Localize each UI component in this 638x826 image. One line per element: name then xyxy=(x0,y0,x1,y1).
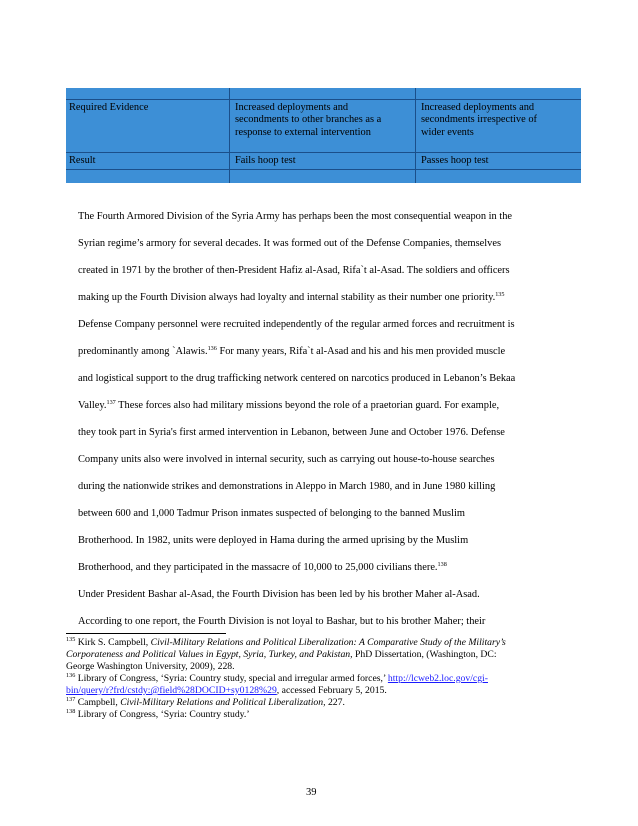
body-line: they took part in Syria's first armed intervention in Lebanon, between June and October 1976. Defense xyxy=(78,427,505,438)
footnote-137: $^{137}$ Campbell, Civil-Military Relations and Political Liberalization, 227. xyxy=(66,696,345,708)
footnote-136-link-cont[interactable]: bin/query/r?frd/cstdy:@field%28DOCID+sy0128%29 xyxy=(66,685,277,696)
footnote-separator xyxy=(66,633,226,634)
table-top-rule xyxy=(66,99,581,100)
body-line: predominantly among `Alawis.$^{136}$ For many years, Rifa`t al-Asad and his and his men provided muscle xyxy=(78,345,506,357)
table-row-rule xyxy=(66,152,581,153)
body-line: and logistical support to the drug trafficking network centered on narcotics produced in Lebanon’s Bekaa xyxy=(78,373,516,384)
table-col-rule-1 xyxy=(229,88,230,183)
result-fails: Fails hoop test xyxy=(235,155,296,166)
body-line: Valley.$^{137}$ These forces also had military missions beyond the role of a praetorian guard. For example, xyxy=(78,399,500,411)
body-line: during the nationwide strikes and demonstrations in Aleppo in March 1980, and in June 1980 killing xyxy=(78,481,496,492)
page-number: 39 xyxy=(306,787,317,798)
footnote-136-line2: bin/query/r?frd/cstdy:@field%28DOCID+sy0128%29, accessed February 5, 2015. xyxy=(66,685,387,696)
table-col-rule-2 xyxy=(415,88,416,183)
body-line: According to one report, the Fourth Division is not loyal to Bashar, but to his brother Maher; their xyxy=(78,616,486,627)
body-line: Brotherhood. In 1982, units were deployed in Hama during the armed uprising by the Muslim xyxy=(78,535,469,546)
body-line: Company units also were involved in internal security, such as carrying out house-to-house searches xyxy=(78,454,495,465)
body-line: The Fourth Armored Division of the Syria Army has perhaps been the most consequential weapon in the xyxy=(78,211,513,222)
body-line: created in 1971 by the brother of then-President Hafiz al-Asad, Rifa`t al-Asad. The soldiers and officers xyxy=(78,265,510,276)
footnote-136: $^{136}$ Library of Congress, ‘Syria: Country study, special and irregular armed forces,’ http://lcweb2.loc.gov/cgi- xyxy=(66,672,488,684)
footnote-135-line2: Corporateness and Political Values in Egypt, Syria, Turkey, and Pakistan, PhD Dissertation, (Washington, DC: xyxy=(66,649,497,660)
table-bottom-rule xyxy=(66,169,581,170)
footnote-ref-137[interactable]: 137 xyxy=(106,399,116,406)
footnote-ref-135[interactable]: 135 xyxy=(495,291,505,298)
header-cell-irrespective: Increased deployments and secondments irrespective of wider events xyxy=(421,102,537,138)
footnote-135-line3: George Washington University, 2009), 228. xyxy=(66,661,235,672)
footnote-ref-136[interactable]: 136 xyxy=(207,345,217,352)
evidence-table xyxy=(66,88,581,183)
footnote-138: $^{138}$ Library of Congress, ‘Syria: Country study.’ xyxy=(66,708,250,720)
body-line: Defense Company personnel were recruited independently of the regular armed forces and recruitment is xyxy=(78,319,515,330)
footnote-ref-138[interactable]: 138 xyxy=(437,561,447,568)
header-cell-required-evidence: Required Evidence xyxy=(69,102,149,113)
body-line: making up the Fourth Division always had loyalty and internal stability as their number one priority.$^{135}$ xyxy=(78,291,505,303)
header-cell-external-intervention: Increased deployments and secondments to other branches as a response to external intervention xyxy=(235,102,382,138)
body-line: between 600 and 1,000 Tadmur Prison inmates suspected of belonging to the banned Muslim xyxy=(78,508,465,519)
footnote-136-link[interactable]: http://lcweb2.loc.gov/cgi- xyxy=(387,673,488,684)
result-label: Result xyxy=(69,155,96,166)
body-line: Under President Bashar al-Asad, the Fourth Division has been led by his brother Maher al-Asad. xyxy=(78,589,480,600)
result-passes: Passes hoop test xyxy=(421,155,489,166)
footnote-135: $^{135}$ Kirk S. Campbell, Civil-Military Relations and Political Liberalization: A Comparative Study of the Military’s xyxy=(66,636,506,648)
body-line: Brotherhood, and they participated in the massacre of 10,000 to 25,000 civilians there.$^{138}$ xyxy=(78,561,447,573)
body-line: Syrian regime’s armory for several decades. It was formed out of the Defense Companies, themselves xyxy=(78,238,501,249)
